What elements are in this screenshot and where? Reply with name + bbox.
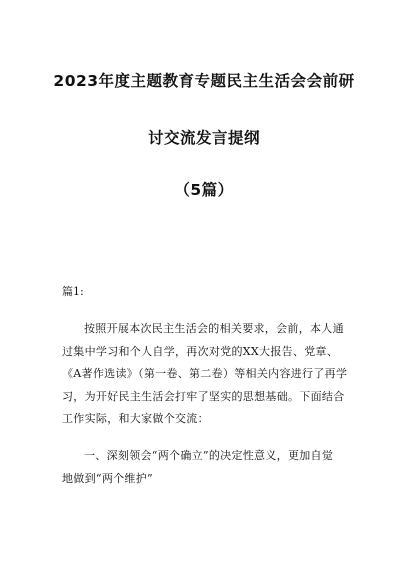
section-heading-paragraph	[62, 445, 352, 490]
paragraph-line: 一、深刻领会“两个确立”的决定性意义，更加自觉	[84, 449, 334, 462]
section-label: 篇1:	[62, 285, 84, 298]
document-title-count: （5篇）	[174, 181, 234, 199]
document-title-line-2: 讨交流发言提纲	[147, 129, 260, 147]
paragraph-line: 按照开展本次民主生活会的相关要求，会前，本人通	[84, 322, 344, 335]
paragraph-line: 地做到“两个维护”	[62, 471, 153, 485]
document-title-line-1: 2023年度主题教育专题民主生活会会前研	[53, 72, 355, 90]
paragraph-line: 习，为开好民主生活会打牢了坚实的思想基础。下面结合	[62, 389, 345, 403]
paragraph-line: 工作实际，和大家做个交流：	[62, 412, 209, 425]
paragraph-line: 过集中学习和个人自学，再次对党的XX大报告、党章、	[62, 344, 339, 358]
intro-paragraph	[62, 318, 352, 431]
paragraph-line: 《A著作选读》（第一卷、第二卷）等相关内容进行了再学	[62, 367, 348, 380]
